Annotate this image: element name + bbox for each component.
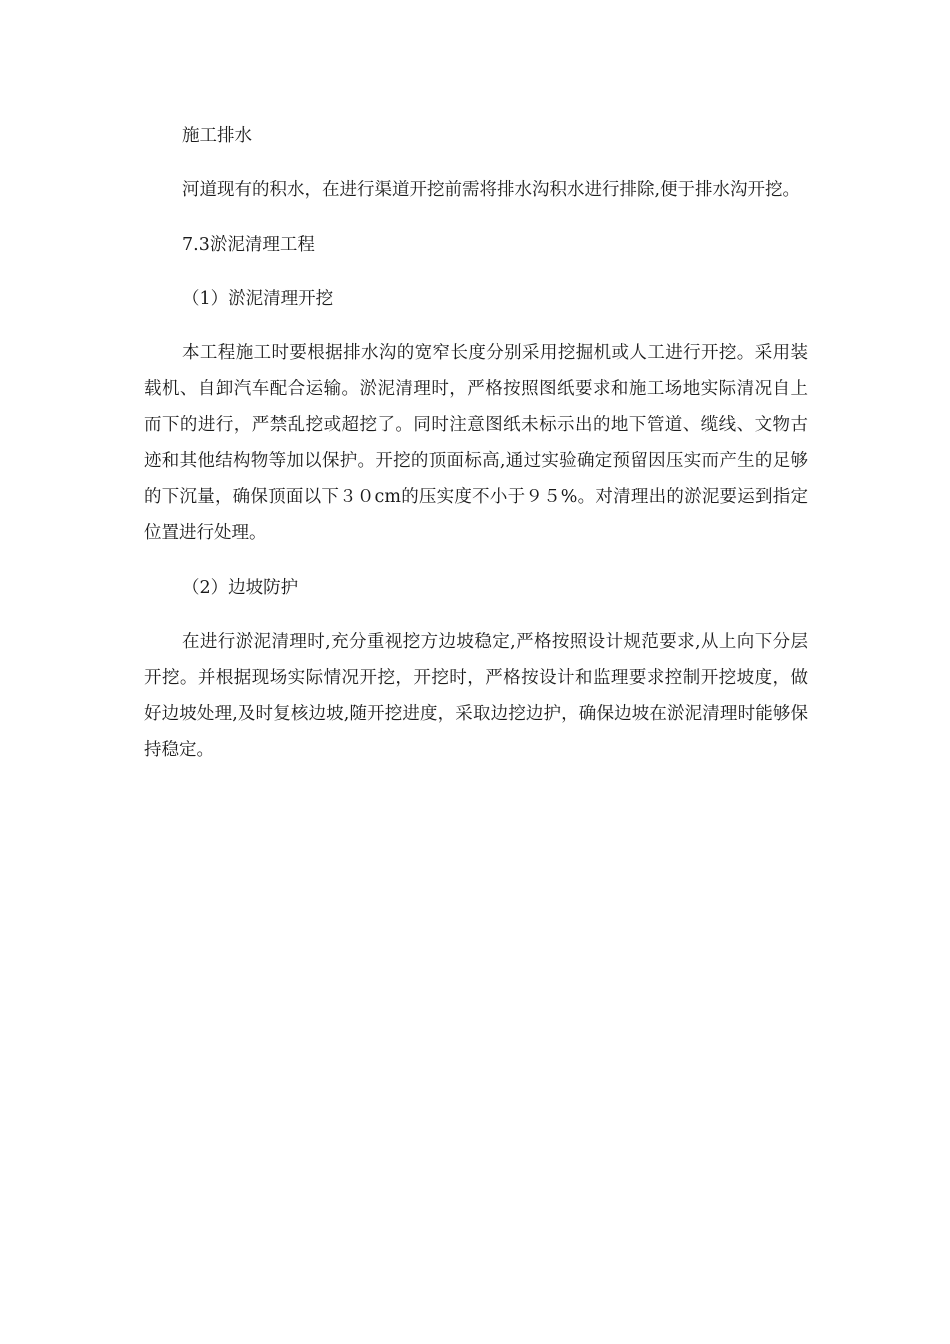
section-heading-sludge: 7.3淤泥清理工程 <box>182 235 315 255</box>
subsection-heading-excavation: （1）淤泥清理开挖 <box>182 289 334 309</box>
paragraph-slope: 在进行淤泥清理时,充分重视挖方边坡稳定,严格按照设计规范要求,从上向下分层开挖。并根据现场实际情况开挖，开挖时，严格按设计和监理要求控制开挖坡度，做好边坡处理,及时复核边坡,随开挖进度，采取边挖边护，确保边坡在淤泥清理时能够保持稳定。 <box>144 632 808 760</box>
paragraph-excavation: 本工程施工时要根据排水沟的宽窄长度分别采用挖掘机或人工进行开挖。采用装载机、自卸汽车配合运输。淤泥清理时，严格按照图纸要求和施工场地实际清况自上而下的进行，严禁乱挖或超挖了。同时注意图纸未标示出的地下管道、缆线、文物古迹和其他结构物等加以保护。开挖的顶面标高,通过实验确定预留因压实而产生的足够的下沉量，确保顶面以下３０cm的压实度不小于９５%。对清理出的淤泥要运到指定位置进行处理。 <box>144 343 808 543</box>
paragraph-drainage: 河道现有的积水，在进行渠道开挖前需将排水沟积水进行排除,便于排水沟开挖。 <box>182 180 801 200</box>
section-heading-drainage: 施工排水 <box>182 126 252 146</box>
document-body <box>144 118 808 768</box>
subsection-heading-slope: （2）边坡防护 <box>182 578 299 598</box>
